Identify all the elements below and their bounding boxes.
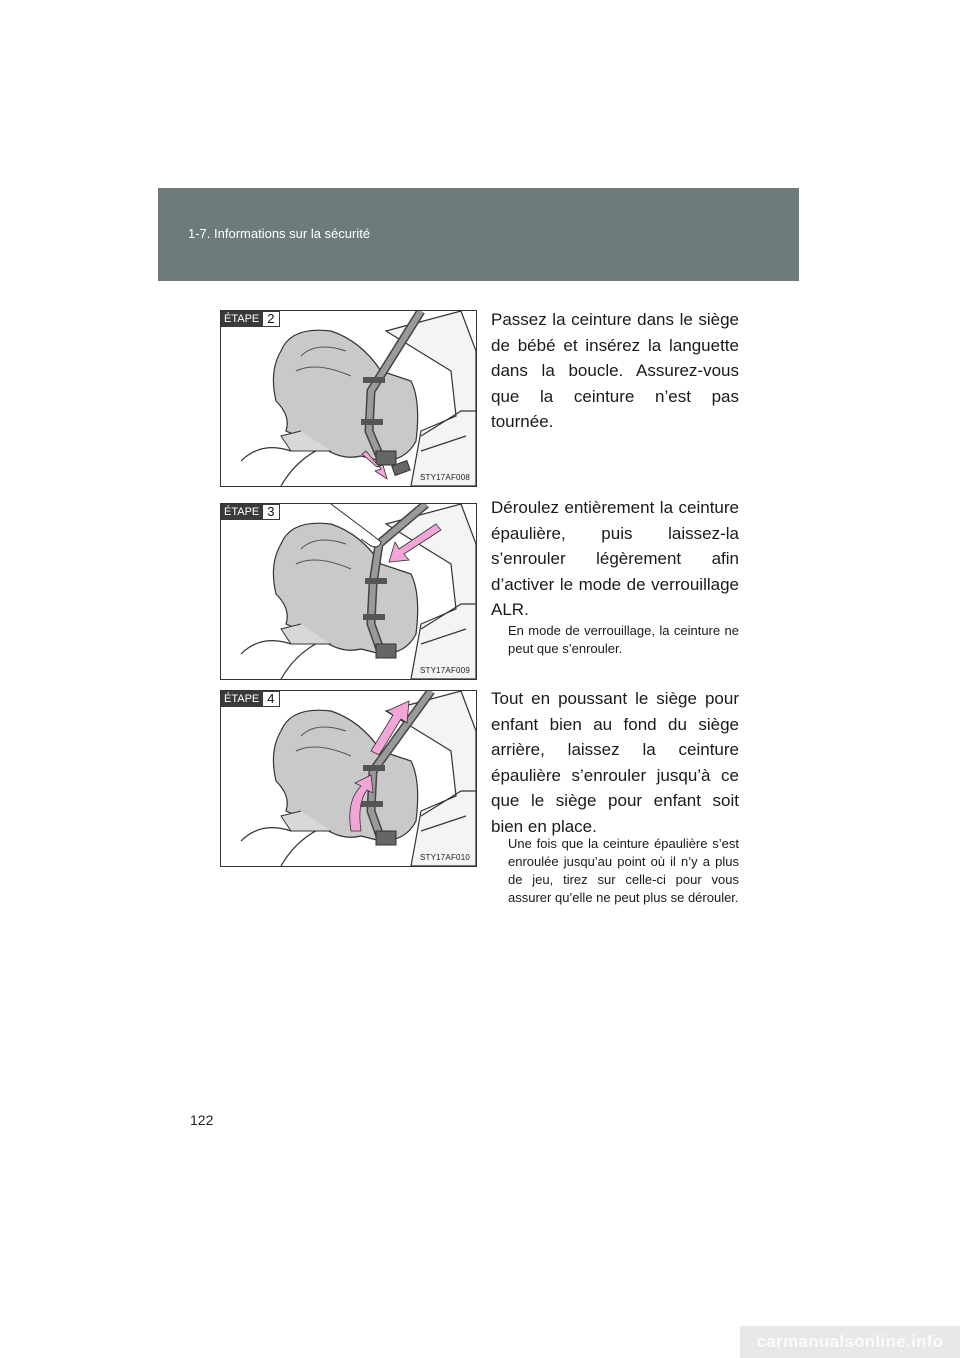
step-badge-word: ÉTAPE [221,504,262,520]
page-number: 122 [190,1112,214,1128]
section-header [158,188,799,281]
step-3-text: Déroulez entièrement la ceinture épaulière, puis laissez-la s’enrouler légèrement afin d’activer le mode de verrouillage ALR. [491,498,739,619]
figure-code: STY17AF009 [419,666,470,675]
step-badge-number: 3 [262,504,279,520]
step-3-note: En mode de verrouillage, la ceinture ne peut que s’enrouler. [508,623,739,656]
step-4-text: Tout en poussant le siège pour enfant bien au fond du siège arrière, laissez la ceinture épaulière s’enrouler jusqu’à ce que le siège pour enfant soit bien en place. [491,689,739,836]
step-badge-number: 2 [262,311,279,327]
step-2-text: Passez la ceinture dans le siège de bébé et insérez la languette dans la boucle. Assurez-vous que la ceinture n’est pas tournée. [491,310,739,431]
step-4-figure [220,690,477,867]
step-4-badge [221,691,280,707]
figure-code: STY17AF010 [419,853,470,862]
step-3-badge [221,504,280,520]
step-badge-word: ÉTAPE [221,311,262,327]
step-badge-number: 4 [262,691,279,707]
step-2-figure [220,310,477,487]
step-2-badge [221,311,280,327]
watermark [740,1326,960,1358]
step-3-figure [220,503,477,680]
section-title: 1-7. Informations sur la sécurité [188,226,371,241]
watermark-text: carmanualsonline.info [756,1332,944,1351]
step-badge-word: ÉTAPE [221,691,262,707]
figure-code: STY17AF008 [419,473,470,482]
step-4-note: Une fois que la ceinture épaulière s’est enroulée jusqu’au point où il n’y a plus de jeu, tirez sur celle-ci pour vous assurer qu’elle ne peut plus se dérouler. [508,836,739,905]
